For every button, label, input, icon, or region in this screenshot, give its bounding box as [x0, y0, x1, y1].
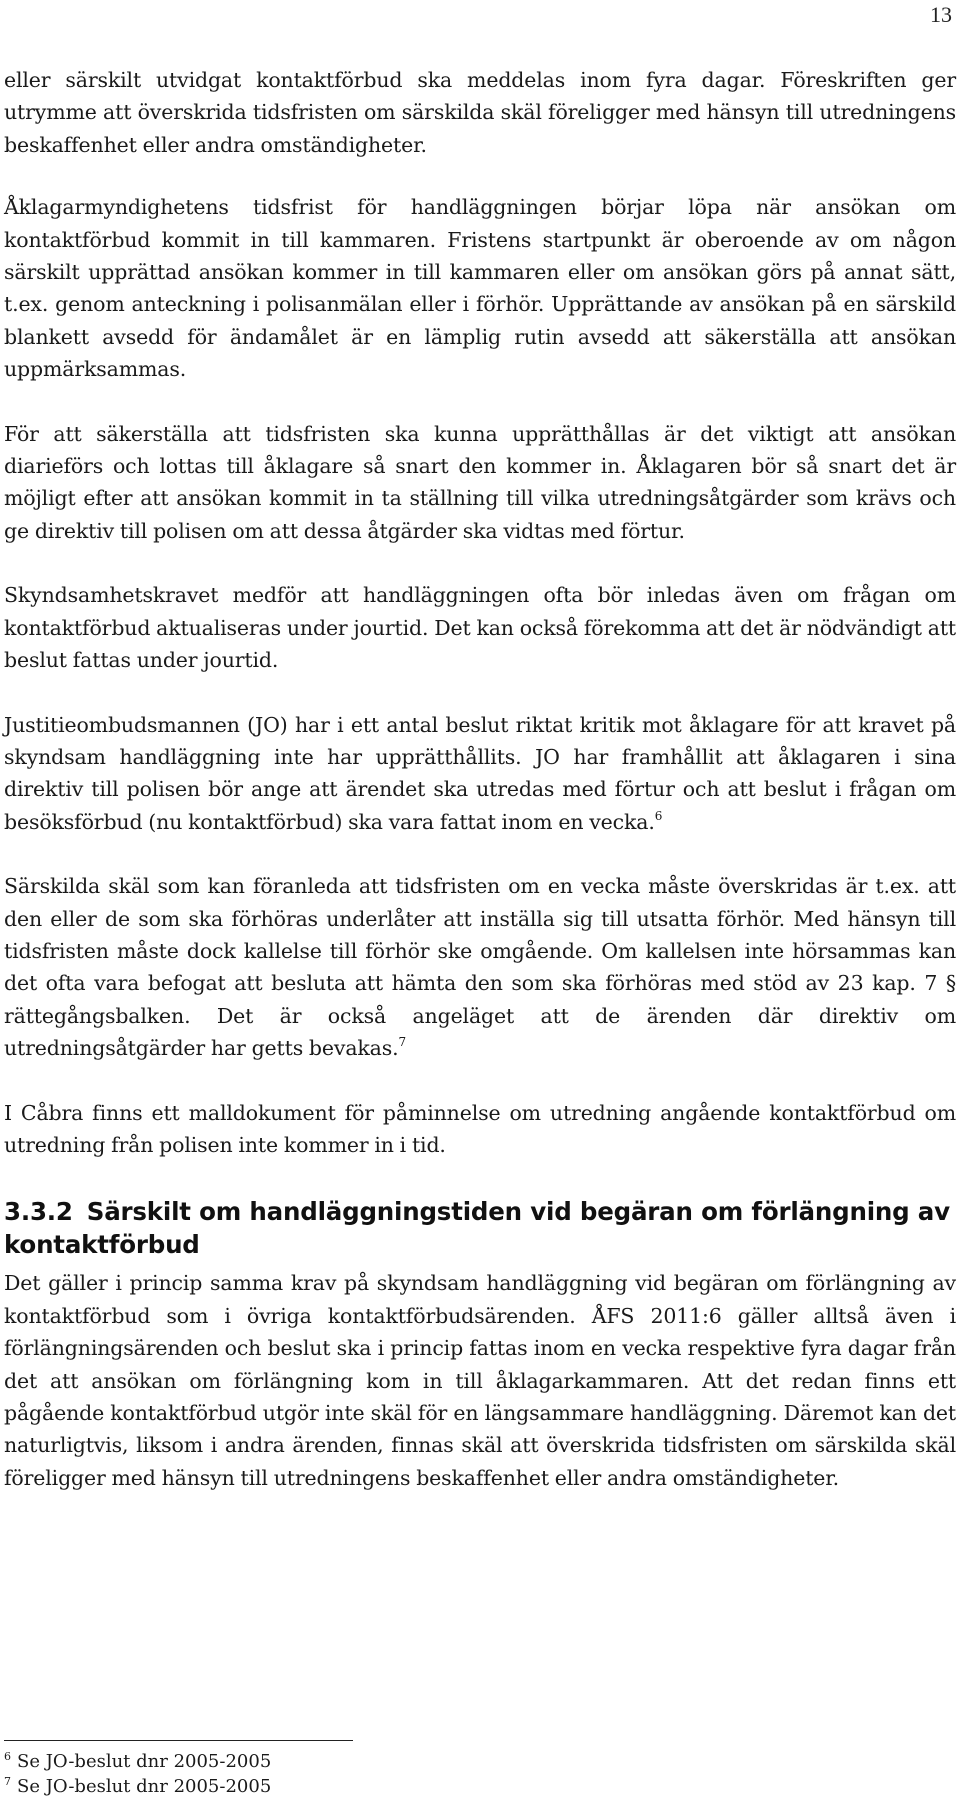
paragraph-extension: Det gäller i princip samma krav på skyndsam handläggning vid begäran om förlängning av kontaktförbud som i övriga kontaktförbudsärenden. ÅFS 2011:6 gäller alltså även i förlängningsärenden och beslut ska i princip fattas inom en vecka respektive fyra dagar från det att ansökan om förlängning kom in till åklagarkammaren. Att det redan finns ett pågående kontaktförbud utgör inte skäl för en längsammare handläggning. Däremot kan det naturligtvis, liksom i andra ärenden, finnas skäl att överskrida tidsfristen om särskilda skäl föreligger med hänsyn till utredningens beskaffenhet eller andra omständigheter. — [4, 1271, 956, 1490]
footnote — [4, 1774, 704, 1799]
paragraph-deadline-start: Åklagarmyndighetens tidsfrist för handläggningen börjar löpa när ansökan om kontaktförbud kommit in till kammaren. Fristens startpunkt är oberoende av om någon särskilt upprättad ansökan kommer in till kammaren eller om ansökan görs på annat sätt, t.ex. genom anteckning i polisanmälan eller i förhör. Upprättande av ansökan på en särskild blankett avsedd för ändamålet är en lämplig rutin avsedd att säkerställa att ansökan uppmärksammas. — [4, 195, 956, 382]
paragraph-urgency: Skyndsamhetskravet medför att handläggningen ofta bör inledas även om frågan om kontaktförbud aktualiseras under jourtid. Det kan också förekomma att det är nödvändigt att beslut fattas under jourtid. — [4, 583, 957, 673]
footnote-divider — [4, 1740, 353, 1741]
paragraph-text: Särskilda skäl som kan föranleda att tidsfristen om en vecka måste överskridas är t.ex. att den eller de som ska förhöras underlåter att inställa sig till utsatta förhör. Med hänsyn till tidsfristen måste dock kallelse till förhör ske omgående. Om kallelsen inte hörsammas kan det ofta vara befogat att besluta att hämta den som ska förhöras med stöd av 23 kap. 7 § rättegångsbalken. Det är också angeläget att de ärenden där direktiv om utredningsåtgärder har getts bevakas. — [4, 874, 956, 1061]
footnote-ref: 7 — [398, 1035, 406, 1050]
paragraph-registration: För att säkerställa att tidsfristen ska kunna upprätthållas är det viktigt att ansökan diarieförs och lottas till åklagare så snart den kommer in. Åklagaren bör så snart det är möjligt efter att ansökan kommit in ta ställning till vilka utredningsåtgärder som krävs och ge direktiv till polisen om att dessa åtgärder ska vidtas med förtur. — [4, 421, 956, 543]
footnotes — [4, 1749, 704, 1799]
paragraph-cabra-template: I Cåbra finns ett malldokument för påminnelse om utredning angående kontaktförbud om utredning från polisen inte kommer in i tid. — [4, 1100, 956, 1157]
paragraph-continuation: eller särskilt utvidgat kontaktförbud ska meddelas inom fyra dagar. Föreskriften ger utrymme att överskrida tidsfristen om särskilda skäl föreligger med hänsyn till utredningens beskaffenhet eller andra omständigheter. — [4, 68, 956, 157]
section-heading — [4, 1195, 956, 1261]
paragraph-text: Justitieombudsmannen (JO) har i ett antal beslut riktat kritik mot åklagare för att kravet på skyndsam handläggning inte har upprätthållits. JO har framhållit att åklagaren i sina direktiv till polisen bör ange att ärendet ska utredas med förtur och att beslut i frågan om besöksförbud (nu kontaktförbud) ska vara fattat inom en vecka. — [4, 712, 956, 834]
paragraph-special-reasons — [4, 870, 956, 1064]
footnote-text: Se JO-beslut dnr 2005-2005 — [17, 1751, 272, 1772]
paragraph-jo-criticism — [4, 709, 956, 839]
footnote-marker: 7 — [4, 1775, 11, 1788]
footnote-text: Se JO-beslut dnr 2005-2005 — [17, 1776, 272, 1797]
footnote — [4, 1749, 704, 1774]
footnote-ref: 6 — [654, 808, 663, 823]
page-number: 13 — [930, 2, 952, 27]
section-title: Särskilt om handläggningstiden vid begäran om förlängning av kontaktförbud — [4, 1197, 950, 1260]
footnote-marker: 6 — [4, 1750, 11, 1763]
section-number: 3.3.2 — [4, 1197, 73, 1227]
document-body — [4, 64, 956, 1526]
